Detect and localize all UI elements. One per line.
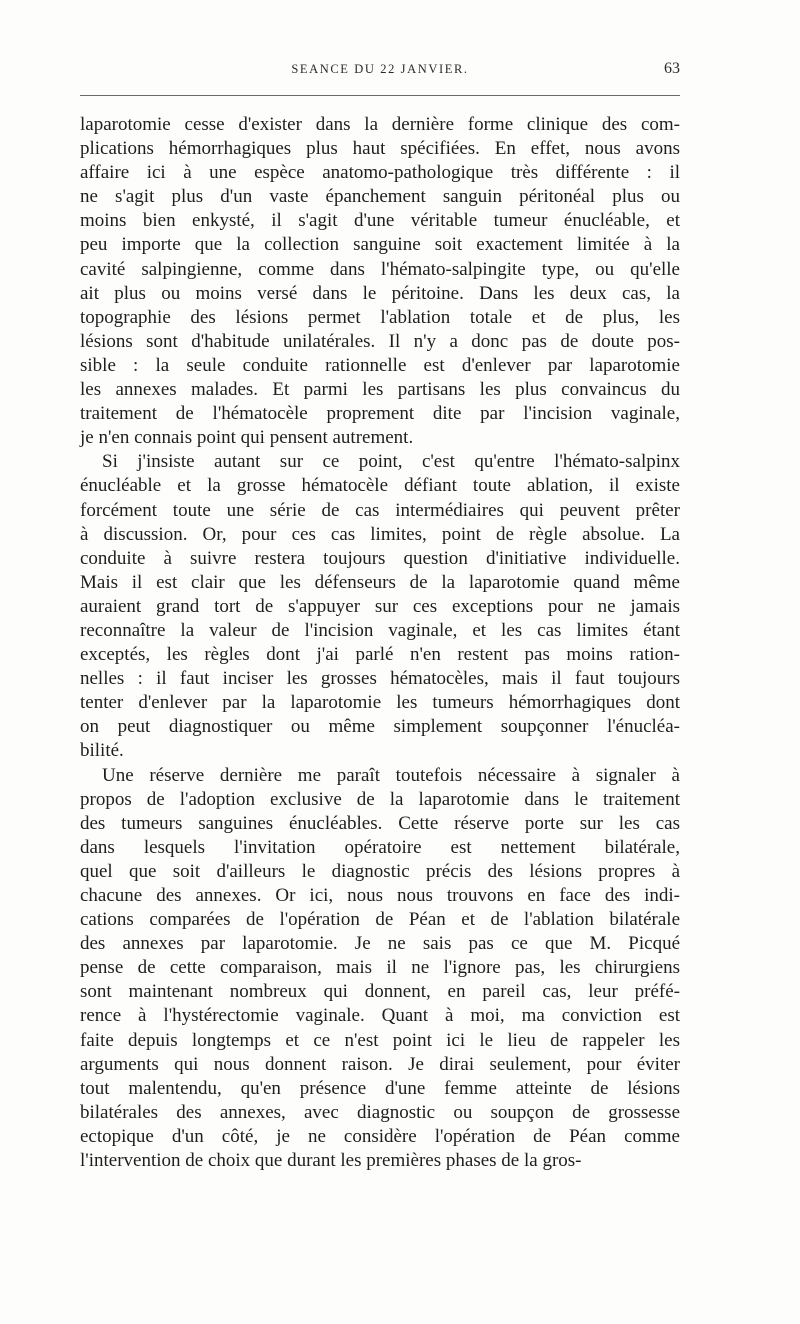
text-line: bilité. — [80, 740, 124, 762]
text-line: Si j'insiste autant sur ce point, c'est qu'entre l'hémato-salpinx — [102, 451, 680, 473]
running-title: SEANCE DU 22 JANVIER. — [291, 62, 469, 76]
text-line: à discussion. Or, pour ces cas limites, point de règle absolue. La — [80, 523, 680, 545]
text-line: dans lesquels l'invitation opératoire est nettement bilatérale, — [80, 836, 680, 858]
text-line: tout malentendu, qu'en présence d'une femme atteinte de lésions — [80, 1077, 680, 1099]
text-line: ait plus ou moins versé dans le péritoine. Dans les deux cas, la — [80, 282, 680, 304]
text-line: auraient grand tort de s'appuyer sur ces exceptions pour ne jamais — [80, 595, 680, 617]
text-line: affaire ici à une espèce anatomo-pathologique très différente : il — [80, 162, 680, 184]
text-line: tenter d'enlever par la laparotomie les tumeurs hémorrhagiques dont — [80, 692, 680, 714]
text-line: on peut diagnostiquer ou même simplement soupçonner l'énucléa- — [80, 716, 680, 738]
text-line: énucléable et la grosse hématocèle défiant toute ablation, il existe — [80, 475, 680, 497]
text-line: propos de l'adoption exclusive de la laparotomie dans le traitement — [80, 788, 680, 810]
text-line: Mais il est clair que les défenseurs de la laparotomie quand même — [80, 571, 680, 593]
text-line: moins bien enkysté, il s'agit d'une véritable tumeur énucléable, et — [80, 210, 680, 232]
text-line: nelles : il faut inciser les grosses hématocèles, mais il faut toujours — [80, 668, 680, 690]
header-rule — [80, 95, 680, 96]
text-line: faite depuis longtemps et ce n'est point ici le lieu de rappeler les — [80, 1029, 680, 1051]
running-head — [80, 60, 680, 84]
text-line: traitement de l'hématocèle proprement dite par l'incision vaginale, — [80, 403, 680, 425]
text-line: des tumeurs sanguines énucléables. Cette réserve porte sur les cas — [80, 812, 680, 834]
text-line: des annexes par laparotomie. Je ne sais pas ce que M. Picqué — [80, 933, 680, 955]
text-line: laparotomie cesse d'exister dans la dernière forme clinique des com- — [80, 114, 680, 135]
text-line: je n'en connais point qui pensent autrement. — [80, 427, 414, 449]
page-number: 63 — [664, 60, 680, 77]
text-line: plications hémorrhagiques plus haut spécifiées. En effet, nous avons — [80, 138, 680, 160]
text-line: arguments qui nous donnent raison. Je dirai seulement, pour éviter — [80, 1053, 680, 1075]
text-line: cavité salpingienne, comme dans l'hémato-salpingite type, ou qu'elle — [80, 258, 680, 280]
text-line: sont maintenant nombreux qui donnent, en pareil cas, leur préfé- — [80, 981, 680, 1003]
text-line: bilatérales des annexes, avec diagnostic ou soupçon de grossesse — [80, 1101, 680, 1123]
text-line: rence à l'hystérectomie vaginale. Quant à moi, ma conviction est — [80, 1005, 680, 1027]
body-text — [80, 113, 680, 1173]
text-line: pense de cette comparaison, mais il ne l'ignore pas, les chirurgiens — [80, 957, 680, 979]
text-line: l'intervention de choix que durant les premières phases de la gros- — [80, 1150, 582, 1172]
text-line: topographie des lésions permet l'ablation totale et de plus, les — [80, 306, 680, 328]
text-line: cations comparées de l'opération de Péan et de l'ablation bilatérale — [80, 909, 680, 931]
text-line: forcément toute une série de cas intermédiaires qui peuvent prêter — [80, 499, 680, 521]
text-line: ectopique d'un côté, je ne considère l'opération de Péan comme — [80, 1125, 680, 1147]
text-line: peu importe que la collection sanguine soit exactement limitée à la — [80, 234, 680, 256]
text-line: exceptés, les règles dont j'ai parlé n'en restent pas moins ration- — [80, 644, 680, 666]
text-line: quel que soit d'ailleurs le diagnostic précis des lésions propres à — [80, 860, 680, 882]
text-line: conduite à suivre restera toujours question d'initiative individuelle. — [80, 547, 680, 569]
text-line: Une réserve dernière me paraît toutefois nécessaire à signaler à — [102, 764, 680, 786]
text-line: les annexes malades. Et parmi les partisans les plus convaincus du — [80, 379, 680, 401]
text-line: sible : la seule conduite rationnelle est d'enlever par laparotomie — [80, 354, 680, 376]
text-line: ne s'agit plus d'un vaste épanchement sanguin péritonéal plus ou — [80, 186, 680, 208]
text-line: reconnaître la valeur de l'incision vaginale, et les cas limites étant — [80, 619, 680, 641]
text-line: lésions sont d'habitude unilatérales. Il n'y a donc pas de doute pos- — [80, 330, 680, 352]
text-line: chacune des annexes. Or ici, nous nous trouvons en face des indi- — [80, 885, 680, 906]
